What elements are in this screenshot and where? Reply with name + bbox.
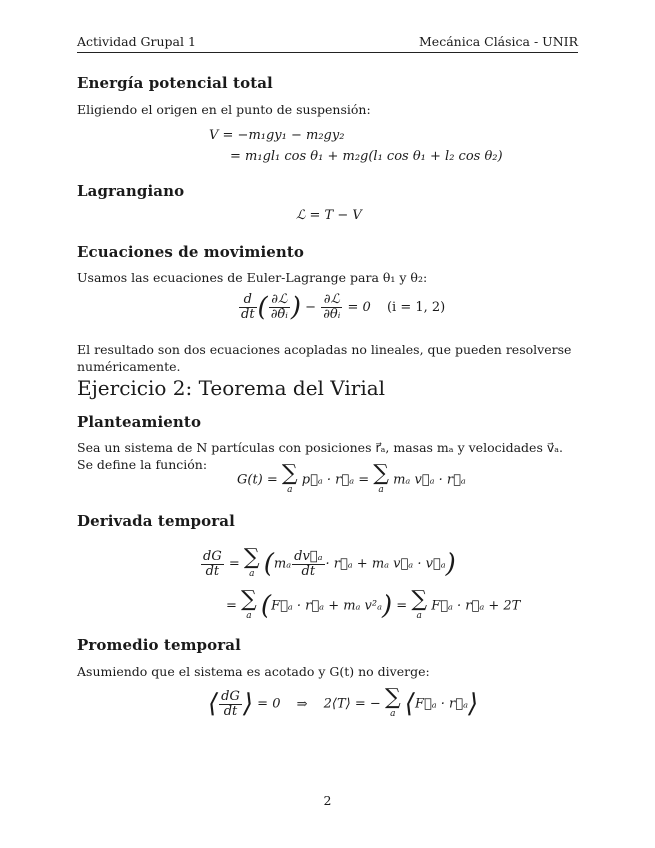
section-title-promedio: Promedio temporal [77,636,241,654]
running-header [77,34,578,53]
section-title-derivada: Derivada temporal [77,512,235,530]
frac-dL-dthetadot: $\frac{\text{∂ℒ}}{\text{∂θ̇ᵢ}}$ [270,292,288,322]
sum-symbol: ∑ a [243,545,260,579]
lagrangian-eq: ℒ = T − V [296,208,362,223]
derivative-eq-line1: $\frac{dG}{dt}$ = ∑ a (mₐ $\frac{\text{dv⃗ₐ}}{dt}$ · r⃗ₐ + mₐ v⃗ₐ · v⃗ₐ) [203,545,456,579]
euler-lagrange-eq: $\frac{d}{dt}$ ( $\frac{\text{∂ℒ}}{\text{∂θ̇ᵢ}}$ ) − $\frac{\text{∂ℒ}}{\text{∂θᵢ}}$ = 0 (i = 1, 2) [241,292,446,323]
frac-d-dt: $\frac{d}{dt}$ [241,292,255,322]
frac-dL-dtheta: $\frac{\text{∂ℒ}}{\text{∂θᵢ}}$ [323,292,341,322]
motion-result-text: El resultado son dos ecuaciones acopladas no lineales, que pueden resolverse numéricamente. [77,342,572,374]
motion-text: Usamos las ecuaciones de Euler-Lagrange para θ₁ y θ₂: [77,270,428,285]
section-title-lagrangian: Lagrangiano [77,182,185,200]
section-title-planteamiento: Planteamiento [77,413,202,431]
page-number: 2 [323,793,332,808]
energy-eq-line2: = m₁gl₁ cos θ₁ + m₂g(l₁ cos θ₁ + l₂ cos θ₂) [230,149,503,164]
promedio-text: Asumiendo que el sistema es acotado y G(t) no diverge: [77,664,430,679]
exercise-title: Ejercicio 2: Teorema del Virial [77,376,386,400]
section-title-energy: Energía potencial total [77,74,273,92]
virial-eq: ⟨ $\frac{dG}{dt}$ ⟩ = 0 ⇒ 2⟨T⟩ = − ∑ a ⟨F⃗ₐ · r⃗ₐ⟩ [208,685,479,719]
sum-symbol: ∑ a [241,587,257,621]
energy-eq-line1: V = −m₁gy₁ − m₂gy₂ [209,128,345,143]
planteamiento-text: Sea un sistema de N partículas con posiciones r⃗ₐ, masas mₐ y velocidades v⃗ₐ. Se define la función: [77,440,564,472]
derivative-eq-line2: = ∑ a (F⃗ₐ · r⃗ₐ + mₐ v²ₐ) = ∑ a F⃗ₐ · r⃗ₐ + 2T [226,587,521,621]
header-left: Actividad Grupal 1 [77,34,196,49]
header-right: Mecánica Clásica - UNIR [419,34,578,49]
function-G-eq: G(t) = ∑ a p⃗ₐ · r⃗ₐ = ∑ a mₐ v⃗ₐ · r⃗ₐ [237,461,466,495]
energy-text: Eligiendo el origen en el punto de suspensión: [77,102,371,117]
sum-symbol: ∑ a [384,685,401,719]
sum-symbol: ∑ a [411,587,428,621]
sum-symbol: ∑ a [373,461,389,495]
sum-symbol: ∑ a [281,461,298,495]
section-title-motion: Ecuaciones de movimiento [77,243,305,261]
